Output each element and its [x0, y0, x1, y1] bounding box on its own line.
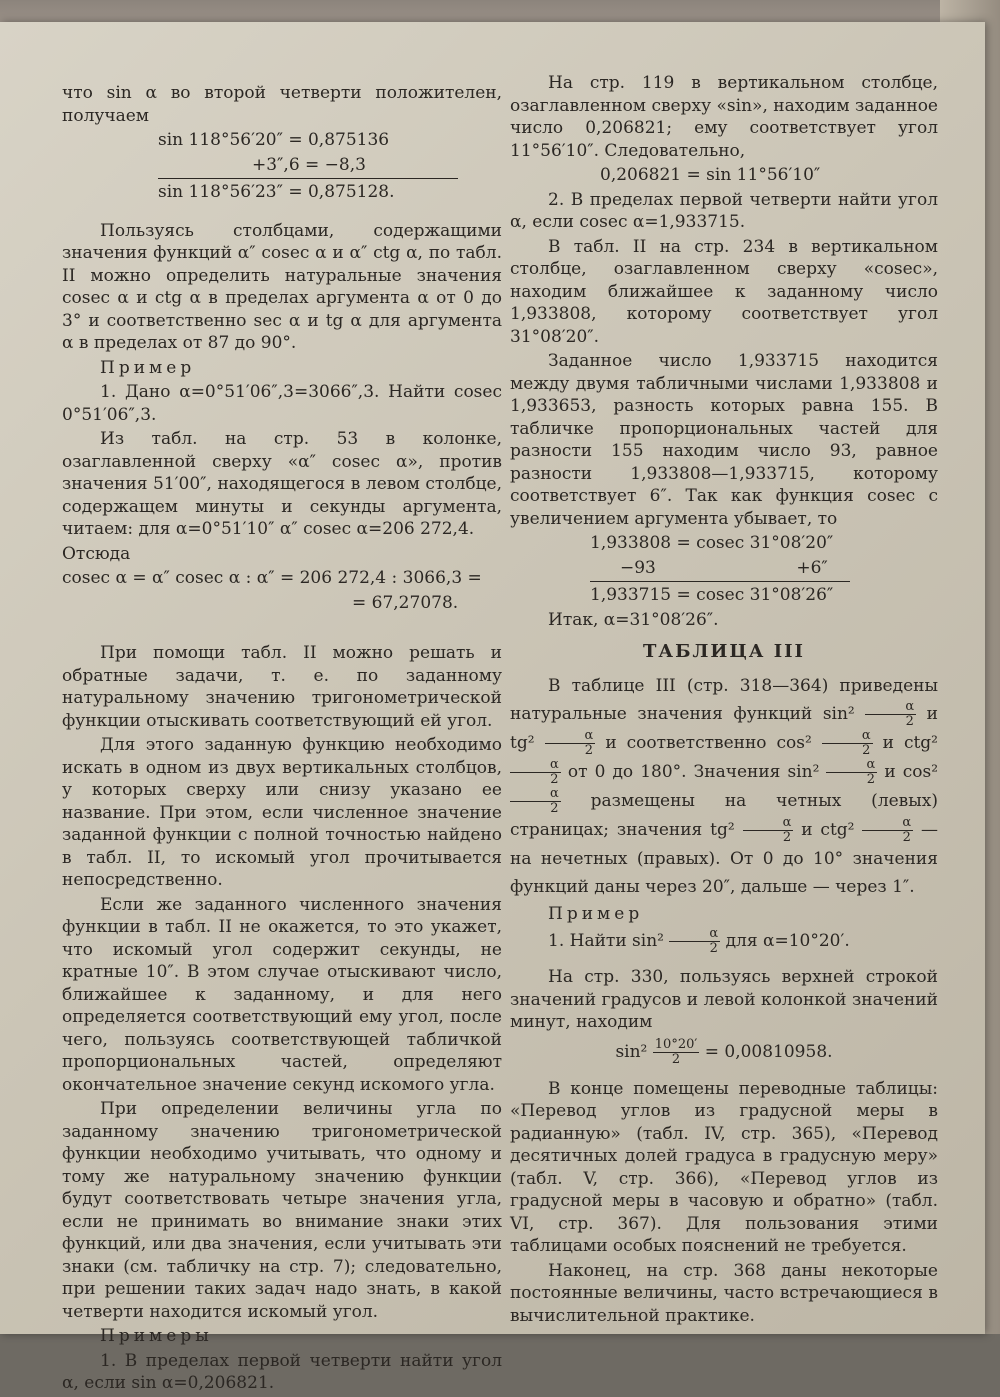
fraction [822, 729, 873, 758]
paragraph: 2. В пределах первой четверти найти угол α, если cosec α=1,933715. [510, 189, 938, 232]
examples-label: Примеры [100, 1326, 213, 1346]
fraction-denominator: 2 [862, 742, 871, 758]
formula-line: sin 118°56′20″ = 0,875136 [158, 130, 390, 150]
formula-line [510, 1036, 938, 1068]
text-run: и ctg² [801, 819, 855, 840]
left-column [62, 82, 502, 1397]
fraction-numerator: α [669, 927, 720, 942]
fraction-denominator: 2 [782, 829, 792, 845]
paragraph: Если же заданного численного значения функции в табл. II не окажется, то это укажет, что искомый угол содержит секунды, не кратные 10″. В этом случае отыскивают число, ближайшее к заданному, и для него определяется соответствующий ему угол, после чего, пользуясь соответствующей табличкой пропорциональных частей, определяют окончательное значение секунд искомого угла. [62, 894, 502, 1095]
paragraph: Для этого заданную функцию необходимо искать в одном из двух вертикальных столбцов, у которых сверху или снизу указано ее название. При этом, если численное значение заданной функции с полной точностью найдено в табл. II, то искомый угол прочитывается непосредственно. [62, 735, 502, 890]
right-column [510, 72, 938, 1329]
paragraph [510, 672, 938, 901]
fraction-denominator: 2 [584, 742, 594, 758]
fraction [510, 787, 561, 816]
fraction-numerator: α [510, 758, 561, 773]
fraction [865, 700, 916, 729]
fraction-numerator: α [510, 787, 561, 802]
text-run: от 0 до 180°. Значения sin² [567, 761, 820, 782]
text-run: для α=10°20′. [725, 931, 850, 951]
formula-line: cosec α = α″ cosec α : α″ = 206 272,4 : 3066,3 = [62, 568, 482, 588]
fraction [862, 816, 913, 845]
section-heading: ТАБЛИЦА III [643, 641, 805, 662]
fraction-denominator: 2 [550, 800, 559, 816]
formula-line: +3″,6 = −8,3 [252, 154, 366, 175]
paragraph: Из табл. на стр. 53 в колонке, озаглавленной сверху «α″ cosec α», против значения 51′00″, находящегося в левом столбце, содержащем минуты и секунды аргумента, читаем: для α=0°51′10″ α″ cosec α=206 272,4. [62, 429, 502, 539]
fraction-numerator: α [826, 758, 877, 773]
paragraph: что sin α во второй четверти положителен, получаем [62, 83, 502, 126]
fraction-denominator: 2 [866, 771, 875, 787]
fraction-numerator: 10°20′ [654, 1036, 698, 1052]
text-run: 1. Найти sin² [548, 931, 664, 951]
paragraph: Наконец, на стр. 368 даны некоторые постоянные величины, часто встречающиеся в вычислительной практике. [510, 1260, 938, 1326]
fraction-numerator: α [862, 816, 913, 831]
paragraph: В конце помещены переводные таблицы: «Перевод углов из градусной меры в радианную» (табл. IV, стр. 365), «Перевод десятичных долей градуса в градусную меру» (табл. V, стр. 366), «Перевод углов из градусной меры в часовую и обратно» (табл. VI, стр. 367). Для пользования этими таблицами особых пояснений не требуется. [510, 1078, 938, 1256]
formula-line: sin 118°56′23″ = 0,875128. [158, 182, 395, 202]
fraction-numerator: α [822, 729, 873, 744]
text-run: = 0,00810958. [704, 1041, 833, 1062]
fraction [653, 1038, 700, 1067]
paragraph: Итак, α=31°08′26″. [548, 609, 719, 630]
paragraph: 1. Дано α=0°51′06″,3=3066″,3. Найти cosec 0°51′06″,3. [62, 382, 502, 425]
paragraph: Отсюда [62, 543, 131, 564]
fraction [510, 758, 561, 787]
fraction-numerator: α [865, 700, 916, 715]
text-run: и cos² [884, 761, 939, 782]
fraction [826, 758, 877, 787]
paragraph: При определении величины угла по заданному значению тригонометрической функции необходимо учитывать, что одному и тому же натуральному значению функции будут соответствовать четыре значения угла, если не принимать во внимание знаки этих функций, или два значения, если учитывать эти знаки (см. табличку на стр. 7); следовательно, при решении таких задач надо знать, в какой четверти находится искомый угол. [62, 1099, 502, 1322]
paragraph: Заданное число 1,933715 находится между двумя табличными числами 1,933808 и 1,933653, разность которых равна 155. В табличке пропорциональных частей для разности 155 находим число 93, равное разности 1,933808—1,933715, которому соответствует 6″. Так как функция cosec с увеличением аргумента убывает, то [510, 351, 938, 529]
fraction-denominator: 2 [709, 941, 718, 956]
text-run: и tg² [510, 703, 938, 753]
text-run: В таблице III (стр. 318—364) приведены натуральные значения функций sin² [510, 675, 938, 724]
paragraph: На стр. 330, пользуясь верхней строкой значений градусов и левой колонкой значений минут, находим [510, 967, 938, 1032]
paragraph: 1. В пределах первой четверти найти угол α, если sin α=0,206821. [62, 1350, 502, 1393]
text-run: sin² [615, 1041, 648, 1062]
example-label: Пример [548, 903, 644, 924]
fraction-numerator: α [743, 816, 794, 831]
fraction [669, 927, 720, 956]
text-run: размещены на четных (левых) страницах; значения tg² [510, 790, 938, 840]
formula-line: = 67,27078. [352, 592, 459, 613]
formula-rule [590, 581, 850, 582]
fraction-denominator: 2 [902, 829, 911, 845]
fraction-denominator: 2 [671, 1051, 681, 1067]
formula-line: −93 +6″ [620, 557, 828, 578]
text-run: и соответственно cos² [605, 732, 812, 753]
formula-line: 0,206821 = sin 11°56′10″ [600, 165, 821, 185]
paragraph: При помощи табл. II можно решать и обратные задачи, т. е. по заданному натуральному значению тригонометрической функции отыскивать соответствующий ей угол. [62, 643, 502, 731]
formula-line: 1,933808 = cosec 31°08′20″ [590, 533, 834, 553]
example-label: Пример [100, 357, 196, 378]
text-run: и ctg² [882, 732, 938, 753]
fraction-denominator: 2 [905, 713, 914, 729]
paragraph: На стр. 119 в вертикальном столбце, озаглавленном сверху «sin», находим заданное число 0,206821; ему соответствует угол 11°56′10″. Следовательно, [510, 73, 938, 161]
paragraph: В табл. II на стр. 234 в вертикальном столбце, озаглавленном сверху «cosec», находим ближайшее к заданному число 1,933808, которому соответствует угол 31°08′20″. [510, 236, 938, 347]
paragraph [510, 927, 938, 956]
formula-rule [158, 178, 458, 179]
fraction [743, 816, 794, 845]
fraction [545, 729, 596, 758]
book-page [0, 22, 985, 1393]
fraction-denominator: 2 [550, 771, 559, 787]
text-run: — на нечетных (правых). От 0 до 10° значения функций даны через 20″, дальше — через 1″. [510, 819, 939, 897]
fraction-numerator: α [545, 729, 596, 744]
formula-line: 1,933715 = cosec 31°08′26″ [590, 585, 834, 605]
paragraph: Пользуясь столбцами, содержащими значения функций α″ cosec α и α″ ctg α, по табл. II можно определить натуральные значения cosec α и ctg α в пределах аргумента α от 0 до 3° и соответственно sec α и tg α для аргумента α в пределах от 87 до 90°. [62, 220, 502, 353]
